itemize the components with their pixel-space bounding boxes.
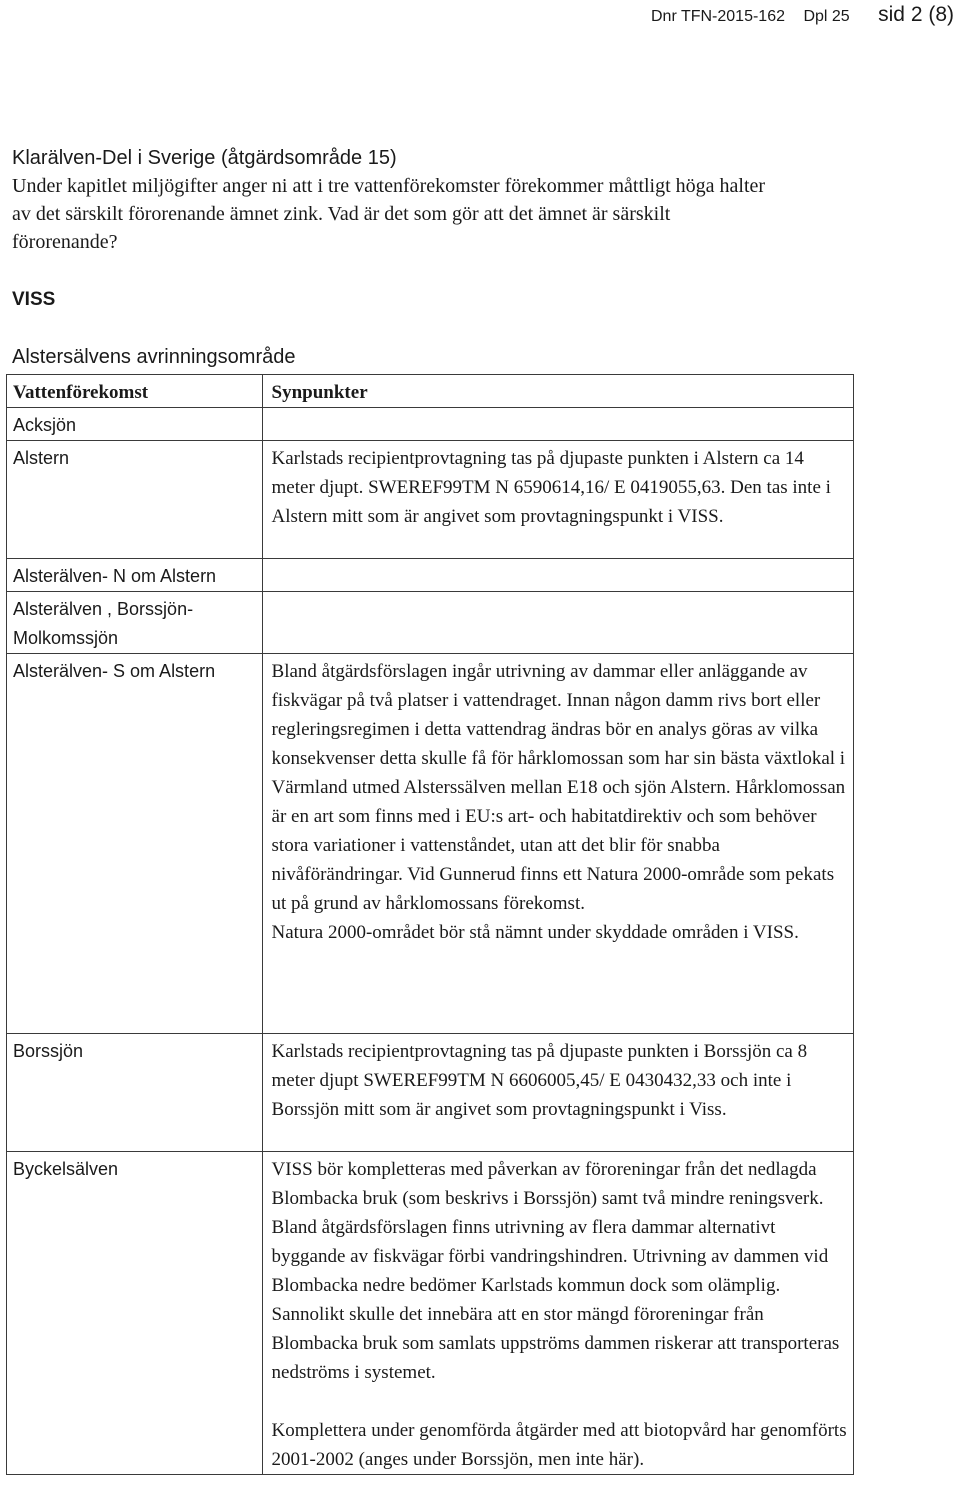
table-row bbox=[7, 654, 854, 1034]
water-body-cell bbox=[7, 559, 263, 592]
table-header-row bbox=[7, 375, 854, 408]
comment-paragraph: VISS bör kompletteras med påverkan av föroreningar från det nedlagda Blombacka bruk (som beskrivs i Borssjön) samt två mindre reningsverk. bbox=[271, 1159, 824, 1209]
comment-cell bbox=[262, 408, 853, 441]
comment-cell bbox=[262, 1034, 853, 1152]
page-number: sid 2 (8) bbox=[878, 3, 954, 26]
table-row bbox=[7, 1034, 854, 1152]
table-row bbox=[7, 592, 854, 654]
header-label: Vattenförekomst bbox=[13, 382, 149, 403]
water-body-cell bbox=[7, 1152, 263, 1475]
comment-paragraph: Karlstads recipientprovtagning tas på djupaste punkten i Borssjön ca 8 meter djupt SWEREF99TM N 6606005,45/ E 0430432,33 och inte i Borssjön mitt som är angivet som provtagningspunkt i Viss. bbox=[271, 1041, 808, 1120]
table-row bbox=[7, 441, 854, 559]
comment-cell bbox=[262, 559, 853, 592]
synpunkter-table bbox=[6, 374, 854, 1475]
comment-paragraph: Komplettera under genomförda åtgärder med att biotopvård har genomförts 2001-2002 (anges under Borssjön, men inte här). bbox=[271, 1420, 847, 1470]
comment-cell bbox=[262, 654, 853, 1034]
water-body-name: Acksjön bbox=[13, 415, 77, 435]
water-body-name: Alsterälven- N om Alstern bbox=[13, 566, 217, 586]
table-row bbox=[7, 559, 854, 592]
header-label: Synpunkter bbox=[271, 382, 368, 403]
water-body-name: Borssjön bbox=[13, 1041, 84, 1061]
document-part: Dpl 25 bbox=[803, 8, 850, 25]
table-row bbox=[7, 408, 854, 441]
comment-paragraph: Bland åtgärdsförslagen ingår utrivning av dammar eller anläggande av fiskvägar på två platser i vattendraget. Innan någon damm rivs bort eller regleringsregimen i detta vattendrag ändras bör en analys göras av vilka konsekvenser detta skulle få för hårklomossan som har sin bästa växtlokal i Värmland utmed Alsterssälven mellan E18 och sjön Alstern. Hårklomossan är en art som finns med i EU:s art- och habitatdirektiv och som behöver stora variationer i vattenståndet, utan att det blir för snabba nivåförändringar. Vid Gunnerud finns ett Natura 2000-område som pekats ut på grund av hårklomossans förekomst. bbox=[271, 661, 846, 914]
header-cell-vattenforekomst bbox=[7, 375, 263, 408]
water-body-name: Byckelsälven bbox=[13, 1159, 119, 1179]
water-body-name: Alsterälven- S om Alstern bbox=[13, 661, 216, 681]
header-cell-synpunkter bbox=[262, 375, 853, 408]
table-row bbox=[7, 1152, 854, 1475]
comment-paragraph: Bland åtgärdsförslagen finns utrivning av flera dammar alternativt byggande av fiskvägar förbi vandringshindren. Utrivning av dammen vid Blombacka nedre bedömer Karlstads kommun dock som olämplig. Sannolikt skulle det innebära att en stor mängd föroreningar från Blombacka bruk som samlats uppströms dammen riskerar att transporteras nedströms i systemet. bbox=[271, 1217, 840, 1383]
area-heading: Alstersälvens avrinningsområde bbox=[12, 346, 296, 368]
water-body-cell bbox=[7, 441, 263, 559]
question-text: Under kapitlet miljögifter anger ni att i tre vattenförekomster förekommer måttligt höga halter av det särskilt förorenande ämnet zink. Vad är det som gör att det ämnet är särskilt förorenande? bbox=[12, 175, 766, 253]
comment-cell bbox=[262, 1152, 853, 1475]
page-header bbox=[651, 3, 954, 27]
water-body-cell bbox=[7, 592, 263, 654]
water-body-name: Alstern bbox=[13, 448, 70, 468]
comment-paragraph: Natura 2000-området bör stå nämnt under skyddade områden i VISS. bbox=[271, 922, 799, 943]
document-number: Dnr TFN-2015-162 bbox=[651, 8, 785, 25]
comment-paragraph: Karlstads recipientprovtagning tas på djupaste punkten i Alstern ca 14 meter djupt. SWEREF99TM N 6590614,16/ E 0419055,63. Den tas inte i Alstern mitt som är angivet som provtagningspunkt i VISS. bbox=[271, 448, 831, 527]
viss-heading: VISS bbox=[12, 289, 56, 310]
water-body-name: Alsterälven , Borssjön-Molkomssjön bbox=[13, 599, 194, 648]
question-heading: Klarälven-Del i Sverige (åtgärdsområde 15) bbox=[12, 147, 397, 169]
comment-cell bbox=[262, 441, 853, 559]
water-body-cell bbox=[7, 1034, 263, 1152]
water-body-cell bbox=[7, 408, 263, 441]
comment-cell bbox=[262, 592, 853, 654]
water-body-cell bbox=[7, 654, 263, 1034]
